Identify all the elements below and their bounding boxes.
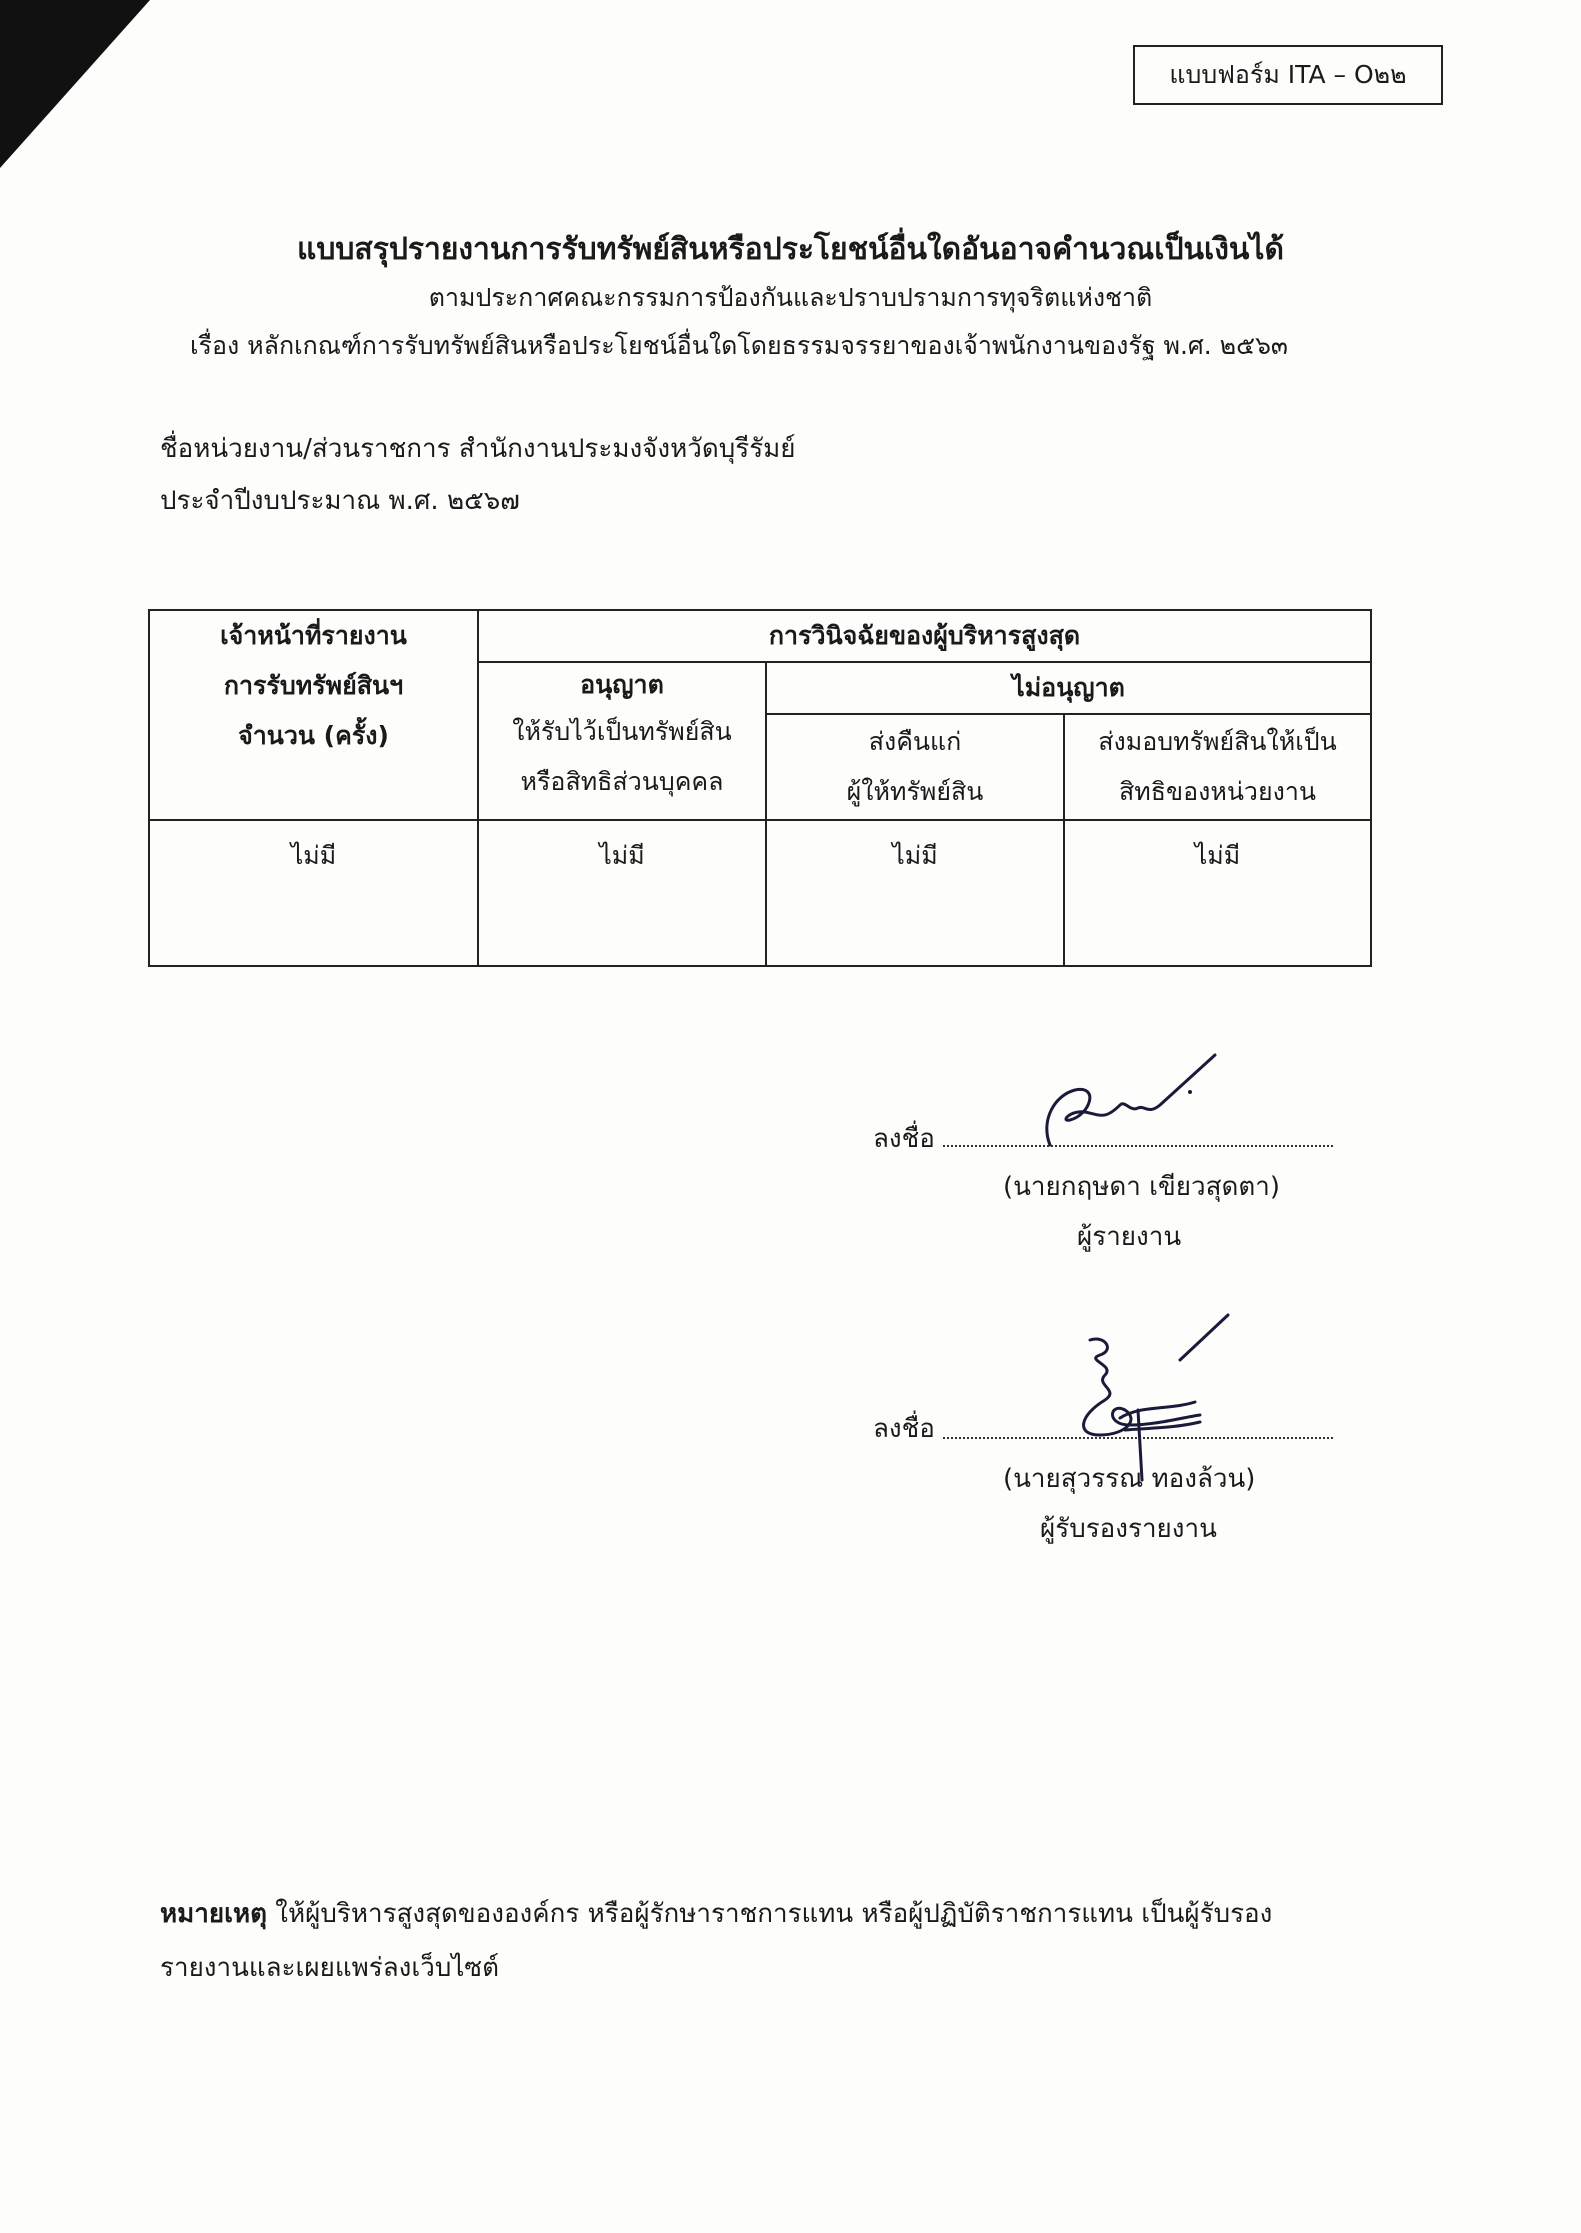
table-cell-return: ไม่มี	[766, 820, 1064, 966]
note-text: ให้ผู้บริหารสูงสุดขององค์กร หรือผู้รักษาราชการแทน หรือผู้ปฏิบัติราชการแทน เป็นผู้รับรอง	[275, 1899, 1273, 1929]
transfer-header	[1064, 714, 1371, 820]
reporter-count-header-line: การรับทรัพย์สินฯ	[223, 671, 404, 700]
handwritten-signature-1	[1030, 1050, 1230, 1160]
reporter-count-header-line: เจ้าหน้าที่รายงาน	[220, 621, 407, 650]
signature-name-1: (นายกฤษดา เขียวสุดตา)	[1003, 1172, 1280, 1202]
approve-header	[478, 662, 766, 820]
signature-role-2: ผู้รับรองรายงาน	[1040, 1514, 1217, 1544]
table-cell-transfer: ไม่มี	[1064, 820, 1371, 966]
signature-name-2: (นายสุวรรณ ทองล้วน)	[1003, 1464, 1256, 1494]
scan-corner-shadow	[0, 0, 150, 168]
return-header-line: ส่งคืนแก่	[868, 727, 962, 756]
document-subtitle: ตามประกาศคณะกรรมการป้องกันและปราบปรามการทุจริตแห่งชาติ	[428, 283, 1153, 312]
table-cell-count: ไม่มี	[149, 820, 478, 966]
deny-header: ไม่อนุญาต	[766, 662, 1371, 714]
signature-role-1: ผู้รายงาน	[1077, 1222, 1182, 1252]
fiscal-year: ประจำปีงบประมาณ พ.ศ. ๒๕๖๗	[160, 486, 520, 516]
agency-name: ชื่อหน่วยงาน/ส่วนราชการ สำนักงานประมงจังหวัดบุรีรัมย์	[160, 434, 796, 464]
document-title: แบบสรุปรายงานการรับทรัพย์สินหรือประโยชน์อื่นใดอันอาจคำนวณเป็นเงินได้	[296, 232, 1284, 267]
approve-title: อนุญาต	[580, 670, 664, 699]
transfer-header-line: สิทธิของหน่วยงาน	[1119, 777, 1316, 806]
approve-sub-line: ให้รับไว้เป็นทรัพย์สิน	[512, 717, 732, 746]
note-label: หมายเหตุ	[160, 1899, 268, 1929]
note-line-1	[160, 1893, 1272, 1934]
return-header-line: ผู้ให้ทรัพย์สิน	[846, 777, 984, 806]
approve-sub-line: หรือสิทธิส่วนบุคคล	[520, 767, 724, 796]
transfer-header-line: ส่งมอบทรัพย์สินให้เป็น	[1098, 727, 1337, 756]
reporter-count-header-line: จำนวน (ครั้ง)	[238, 721, 389, 750]
report-table	[148, 609, 1372, 967]
decision-header: การวินิจฉัยของผู้บริหารสูงสุด	[478, 610, 1371, 662]
document-subject: เรื่อง หลักเกณฑ์การรับทรัพย์สินหรือประโยชน์อื่นใดโดยธรรมจรรยาของเจ้าพนักงานของรัฐ พ.ศ. ๒๕๖๓	[190, 331, 1289, 360]
return-header	[766, 714, 1064, 820]
form-code: แบบฟอร์ม ITA – O๒๒	[1169, 60, 1407, 89]
table-cell-approve: ไม่มี	[478, 820, 766, 966]
signature-label-1: ลงชื่อ	[873, 1124, 935, 1154]
reporter-count-header	[149, 610, 478, 820]
form-code-box	[1133, 45, 1443, 105]
note-line-2: รายงานและเผยแพร่ลงเว็บไซต์	[160, 1953, 499, 1983]
signature-label-2: ลงชื่อ	[873, 1414, 935, 1444]
